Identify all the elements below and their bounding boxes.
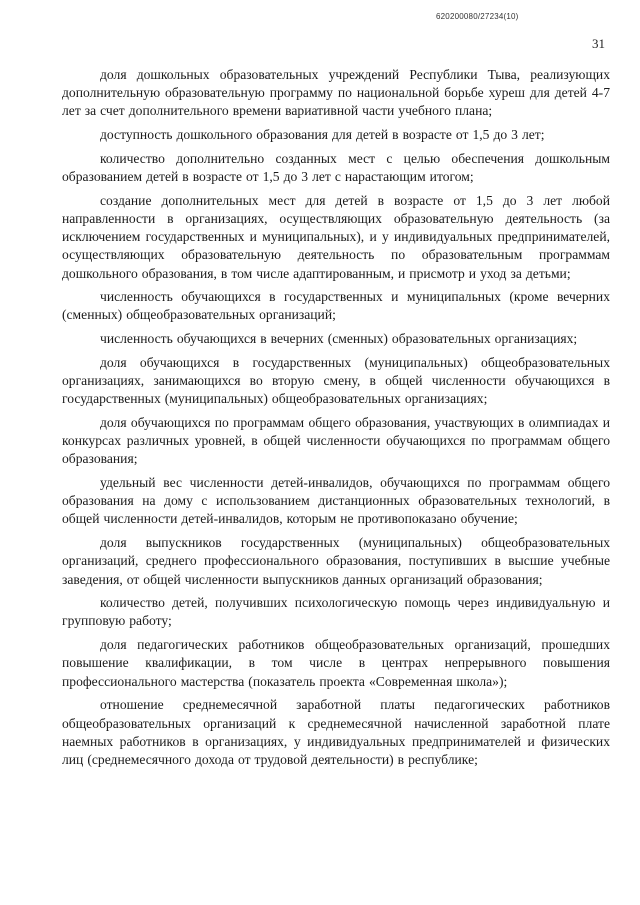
paragraph: численность обучающихся в государственных и муниципальных (кроме вечерних (сменных) общеобразовательных организаций; xyxy=(62,289,610,323)
paragraph: доступность дошкольного образования для детей в возрасте от 1,5 до 3 лет; xyxy=(100,127,545,143)
paragraph: создание дополнительных мест для детей в возрасте от 1,5 до 3 лет любой направленности в организациях, осуществляющих образовательную деятельность (за исключением государственных и муниципальных), и у индивидуальных предпринимателей, осуществляющих образовательную деятельность по образовательным программам дошкольного образования, в том числе адаптированным, и присмотр и уход за детьми; xyxy=(62,192,610,281)
paragraph: доля педагогических работников общеобразовательных организаций, прошедших повышение квалификации, в том числе в центрах непрерывного повышения профессионального мастерства (показатель проекта «Современная школа»); xyxy=(62,637,610,689)
paragraph: количество детей, получивших психологическую помощь через индивидуальную и групповую работу; xyxy=(62,595,610,629)
document-body xyxy=(62,66,610,775)
document-code: 620200080/27234(10) xyxy=(436,12,519,21)
page-number: 31 xyxy=(592,36,605,51)
paragraph: доля обучающихся по программам общего образования, участвующих в олимпиадах и конкурсах различных уровней, в общей численности обучающихся по программам общего образования; xyxy=(62,414,610,467)
paragraph: доля дошкольных образовательных учреждений Республики Тыва, реализующих дополнительную образовательную программу по национальной борьбе хуреш для детей 4-7 лет за счет дополнительного времени вариативной части учебного плана; xyxy=(62,67,610,119)
paragraph: удельный вес численности детей-инвалидов, обучающихся по программам общего образования на дому с использованием дистанционных образовательных технологий, в общей численности детей-инвалидов, которым не противопоказано обучение; xyxy=(62,475,610,527)
paragraph: доля выпускников государственных (муниципальных) общеобразовательных организаций, среднего профессионального образования, поступивших в высшие учебные заведения, от общей численности выпускников данных организаций образования; xyxy=(62,535,610,587)
paragraph: количество дополнительно созданных мест с целью обеспечения дошкольным образованием детей в возрасте от 1,5 до 3 лет с нарастающим итогом; xyxy=(62,150,610,185)
paragraph: доля обучающихся в государственных (муниципальных) общеобразовательных организациях, занимающихся во вторую смену, в общей численности обучающихся в государственных (муниципальных) общеобразовательных организациях; xyxy=(62,354,610,407)
paragraph: отношение среднемесячной заработной платы педагогических работников общеобразовательных организаций к среднемесячной начисленной заработной плате наемных работников в организациях, у индивидуальных предпринимателей и физических лиц (среднемесячного дохода от трудовой деятельности) в республике; xyxy=(62,697,610,767)
paragraph: численность обучающихся в вечерних (сменных) образовательных организациях; xyxy=(100,331,578,347)
